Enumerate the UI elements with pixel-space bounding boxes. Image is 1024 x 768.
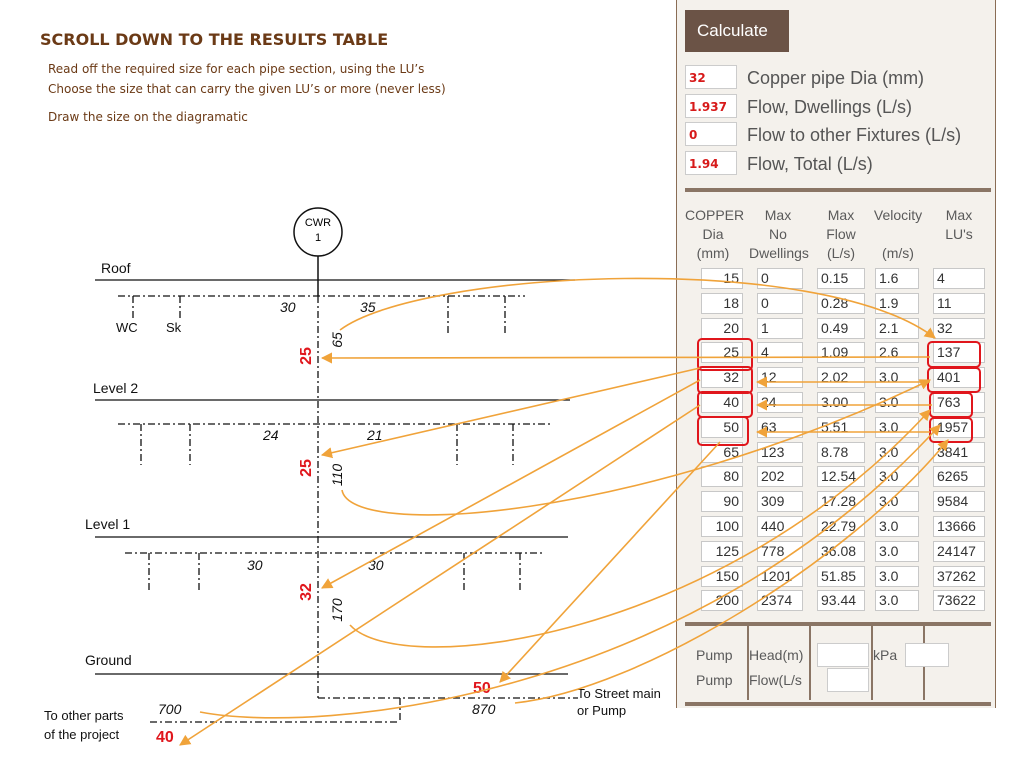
highlight-lu-763 (930, 393, 972, 417)
table-cell-lu[interactable]: 32 (933, 318, 985, 339)
table-cell-lu[interactable]: 3841 (933, 442, 985, 463)
table-cell-dia[interactable]: 90 (701, 491, 743, 512)
table-cell-flow[interactable]: 2.02 (817, 367, 865, 388)
street-label-2: or Pump (577, 703, 627, 718)
branch-lu-level2-right: 21 (367, 427, 383, 443)
cwr-label: CWR (304, 217, 332, 229)
table-cell-velocity[interactable]: 3.0 (875, 442, 919, 463)
table-cell-lu[interactable]: 401 (933, 367, 985, 388)
table-cell-lu[interactable]: 37262 (933, 566, 985, 587)
table-highlights (698, 339, 980, 445)
col-header-dwellings: Max No Dwellings (749, 207, 809, 261)
table-cell-dwellings[interactable]: 0 (757, 293, 803, 314)
branch-lu-level1-right: 30 (368, 557, 384, 573)
table-cell-lu[interactable]: 137 (933, 342, 985, 363)
table-cell-flow[interactable]: 51.85 (817, 566, 865, 587)
arrow-870-to-lu (515, 440, 948, 703)
table-cell-velocity[interactable]: 2.6 (875, 342, 919, 363)
table-cell-dwellings[interactable]: 2374 (757, 590, 803, 611)
table-cell-flow[interactable]: 0.49 (817, 318, 865, 339)
table-cell-flow[interactable]: 12.54 (817, 466, 865, 487)
other-lu: 700 (158, 701, 182, 717)
table-cell-flow[interactable]: 36.08 (817, 541, 865, 562)
riser-lu-level2: 110 (329, 463, 345, 487)
other-size: 40 (156, 729, 174, 746)
table-cell-dwellings[interactable]: 202 (757, 466, 803, 487)
table-cell-dwellings[interactable]: 1201 (757, 566, 803, 587)
table-cell-lu[interactable]: 9584 (933, 491, 985, 512)
branch-lu-level1-left: 30 (247, 557, 263, 573)
table-cell-velocity[interactable]: 3.0 (875, 466, 919, 487)
table-cell-flow[interactable]: 8.78 (817, 442, 865, 463)
table-cell-dia[interactable]: 15 (701, 268, 743, 289)
table-cell-dia[interactable]: 25 (701, 342, 743, 363)
table-cell-lu[interactable]: 4 (933, 268, 985, 289)
table-cell-dia[interactable]: 150 (701, 566, 743, 587)
table-cell-velocity[interactable]: 1.9 (875, 293, 919, 314)
pump-head-label: Pump (696, 647, 733, 663)
pipe-dia-label: Copper pipe Dia (mm) (747, 68, 925, 88)
table-cell-velocity[interactable]: 3.0 (875, 417, 919, 438)
street-label-1: To Street main (577, 686, 661, 701)
calculate-button[interactable]: Calculate (685, 10, 789, 52)
flow-total-value[interactable]: 1.94 (685, 151, 737, 175)
table-cell-velocity[interactable]: 3.0 (875, 367, 919, 388)
table-cell-lu[interactable]: 6265 (933, 466, 985, 487)
table-cell-dia[interactable]: 50 (701, 417, 743, 438)
riser-size-roof: 25 (298, 347, 315, 365)
table-cell-velocity[interactable]: 3.0 (875, 491, 919, 512)
table-cell-flow[interactable]: 3.00 (817, 392, 865, 413)
flow-dwellings-value[interactable]: 1.937 (685, 94, 737, 118)
table-cell-lu[interactable]: 24147 (933, 541, 985, 562)
table-cell-lu[interactable]: 11 (933, 293, 985, 314)
main-lu: 870 (472, 701, 496, 717)
other-parts-label-2: of the project (44, 727, 120, 742)
instruction-line-2: Choose the size that can carry the given LU’s or more (never less) (48, 82, 446, 96)
arrow-50-to-main (500, 442, 720, 682)
table-cell-flow[interactable]: 22.79 (817, 516, 865, 537)
col-header-dia: COPPER Dia (mm) (685, 207, 745, 261)
table-cell-velocity[interactable]: 3.0 (875, 516, 919, 537)
table-cell-dwellings[interactable]: 0 (757, 268, 803, 289)
table-cell-dia[interactable]: 65 (701, 442, 743, 463)
table-cell-lu[interactable]: 73622 (933, 590, 985, 611)
flow-other-value[interactable]: 0 (685, 122, 737, 146)
pipe-dia-value[interactable]: 32 (685, 65, 737, 89)
pump-head-label-2: Head(m) (749, 647, 804, 663)
table-cell-velocity[interactable]: 3.0 (875, 392, 919, 413)
col-header-velocity: Velocity (m/s) (873, 207, 923, 261)
table-cell-lu[interactable]: 763 (933, 392, 985, 413)
highlight-dia-25 (698, 339, 752, 370)
other-parts-label-1: To other parts (44, 708, 124, 723)
table-cell-dia[interactable]: 80 (701, 466, 743, 487)
table-cell-dia[interactable]: 40 (701, 392, 743, 413)
arrow-137-to-size-25 (322, 357, 930, 358)
flow-other-label: Flow to other Fixtures (L/s) (747, 125, 962, 145)
pump-flow-label-2: Flow(L/s (749, 672, 802, 688)
table-cell-flow[interactable]: 93.44 (817, 590, 865, 611)
table-cell-velocity[interactable]: 3.0 (875, 566, 919, 587)
col-header-flow: Max Flow (L/s) (826, 207, 856, 261)
table-cell-dia[interactable]: 20 (701, 318, 743, 339)
pump-flow-label: Pump (696, 672, 733, 688)
table-cell-dwellings[interactable]: 4 (757, 342, 803, 363)
riser-size-level1: 32 (298, 583, 315, 601)
table-cell-dwellings[interactable]: 778 (757, 541, 803, 562)
fixture-label-wc: WC (116, 320, 138, 335)
table-cell-velocity[interactable]: 3.0 (875, 541, 919, 562)
level-label-ground: Ground (85, 652, 132, 668)
lookup-arrows (180, 278, 948, 745)
table-cell-dwellings[interactable]: 24 (757, 392, 803, 413)
main-size: 50 (473, 680, 491, 697)
branch-lu-roof-left: 30 (280, 299, 296, 315)
table-cell-lu[interactable]: 1957 (933, 417, 985, 438)
branch-lu-level2-left: 24 (263, 427, 279, 443)
level-label-level-1: Level 1 (85, 516, 131, 532)
highlight-lu-137 (928, 342, 980, 367)
table-cell-velocity[interactable]: 2.1 (875, 318, 919, 339)
pump-head-unit: kPa (873, 647, 898, 663)
table-cell-velocity[interactable]: 3.0 (875, 590, 919, 611)
highlight-lu-401 (928, 368, 980, 392)
branch-lu-roof-right: 35 (360, 299, 376, 315)
table-cell-dwellings[interactable]: 309 (757, 491, 803, 512)
table-cell-dia[interactable]: 18 (701, 293, 743, 314)
riser-lu-level1: 170 (329, 598, 345, 622)
arrow-65-to-lu (340, 278, 935, 338)
table-cell-dia[interactable]: 125 (701, 541, 743, 562)
table-cell-dwellings[interactable]: 1 (757, 318, 803, 339)
riser-size-level2: 25 (298, 459, 315, 477)
level-label-roof: Roof (101, 260, 131, 276)
table-cell-velocity[interactable]: 1.6 (875, 268, 919, 289)
table-cell-dia[interactable]: 100 (701, 516, 743, 537)
cwr-number: 1 (314, 232, 322, 244)
table-cell-dwellings[interactable]: 123 (757, 442, 803, 463)
instruction-line-1: Read off the required size for each pipe section, using the LU’s (48, 62, 425, 76)
riser-lu-roof: 65 (329, 332, 345, 348)
table-cell-dwellings[interactable]: 63 (757, 417, 803, 438)
highlight-dia-50 (698, 417, 748, 445)
table-cell-flow[interactable]: 17.28 (817, 491, 865, 512)
table-cell-flow[interactable]: 0.15 (817, 268, 865, 289)
table-cell-dwellings[interactable]: 12 (757, 367, 803, 388)
table-cell-dia[interactable]: 32 (701, 367, 743, 388)
table-cell-lu[interactable]: 13666 (933, 516, 985, 537)
flow-total-label: Flow, Total (L/s) (747, 154, 873, 174)
fixture-label-sink: Sk (166, 320, 182, 335)
col-header-lu: Max LU's (945, 207, 973, 242)
table-cell-flow[interactable]: 5.51 (817, 417, 865, 438)
table-cell-flow[interactable]: 1.09 (817, 342, 865, 363)
table-cell-flow[interactable]: 0.28 (817, 293, 865, 314)
instruction-line-3: Draw the size on the diagramatic (48, 110, 248, 124)
highlight-dia-40 (698, 392, 752, 417)
level-label-level-2: Level 2 (93, 380, 139, 396)
table-cell-dia[interactable]: 200 (701, 590, 743, 611)
page-title: SCROLL DOWN TO THE RESULTS TABLE (40, 30, 389, 49)
flow-dwellings-label: Flow, Dwellings (L/s) (747, 97, 913, 117)
table-cell-dwellings[interactable]: 440 (757, 516, 803, 537)
